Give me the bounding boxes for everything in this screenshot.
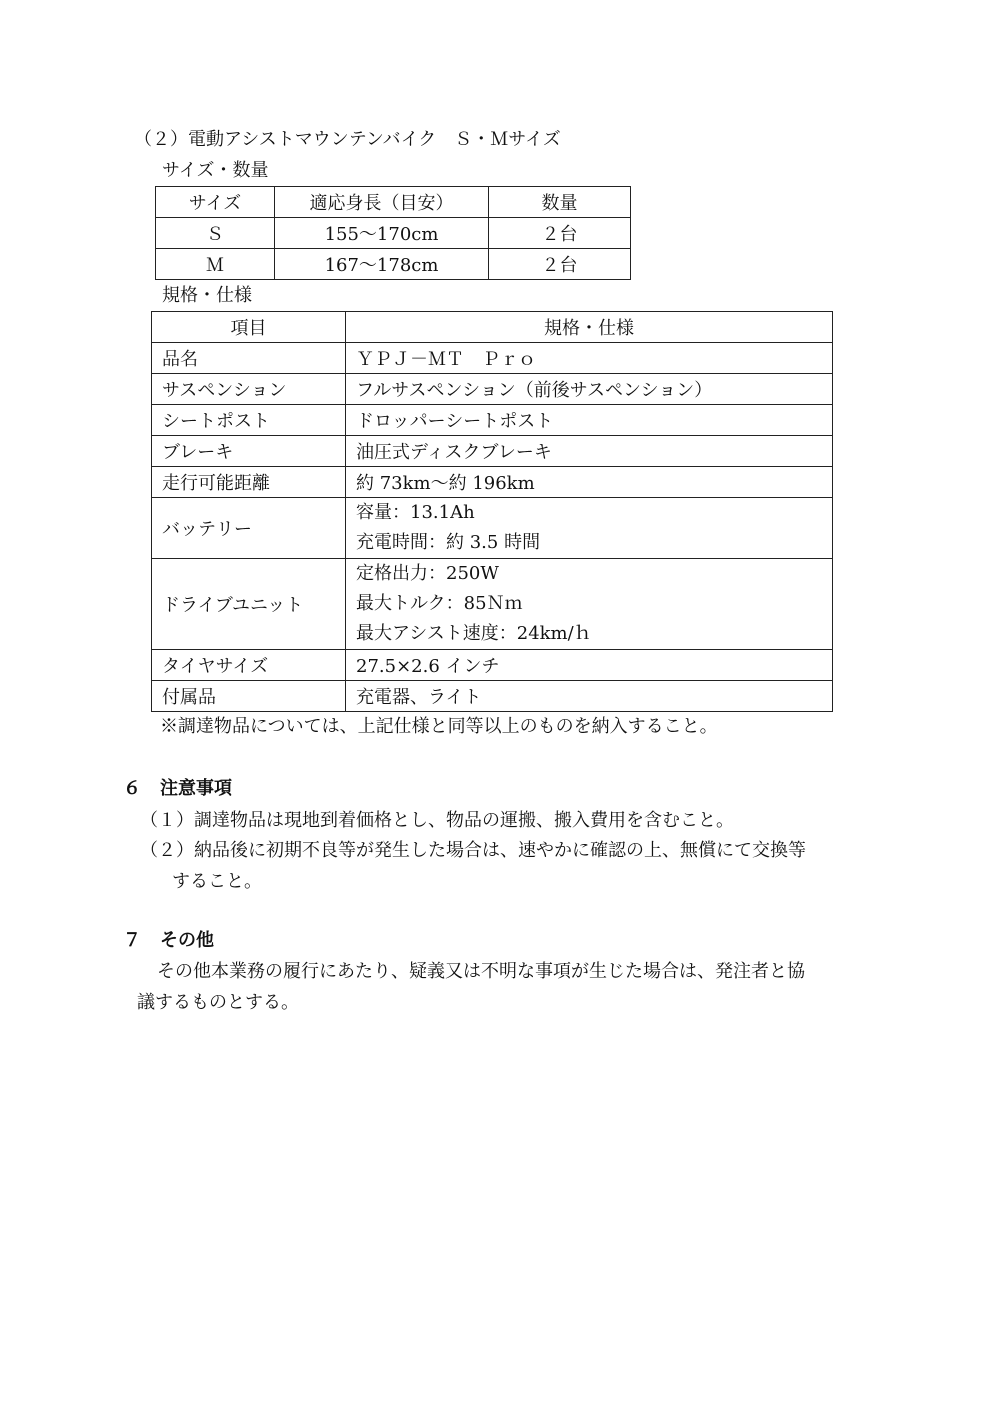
- section7-title: その他: [160, 930, 214, 951]
- section6-item-2: （２）納品後に初期不良等が発生した場合は、速やかに確認の上、無償にて交換等: [140, 840, 806, 861]
- spec-header-spec: 規格・仕様: [346, 312, 833, 343]
- spec-value-cell: ドロッパーシートポスト: [346, 405, 833, 436]
- size-table-header-row: [156, 187, 631, 218]
- spec-value-line: 最大アシスト速度：24km/ｈ: [356, 623, 592, 644]
- size-header-qty: 数量: [489, 187, 631, 218]
- spec-item-cell: サスペンション: [152, 374, 346, 405]
- table-row: [152, 681, 833, 712]
- spec-note: ※調達物品については、上記仕様と同等以上のものを納入すること。: [160, 716, 718, 737]
- table-row: [156, 249, 631, 280]
- size-header-size: サイズ: [156, 187, 275, 218]
- spec-item-cell: ドライブユニット: [152, 559, 346, 650]
- spec-value-cell: 27.5×2.6 インチ: [346, 650, 833, 681]
- spec-value-line: 定格出力：250W: [356, 563, 499, 584]
- table-row: [152, 343, 833, 374]
- section6-item-2-cont: すること。: [172, 871, 262, 892]
- spec-header-item: 項目: [152, 312, 346, 343]
- spec-item-cell: バッテリー: [152, 498, 346, 559]
- spec-value-cell: 充電器、ライト: [346, 681, 833, 712]
- spec-item-cell: 走行可能距離: [152, 467, 346, 498]
- spec-item-cell: シートポスト: [152, 405, 346, 436]
- spec-table-header-row: [152, 312, 833, 343]
- spec-value-cell: 油圧式ディスクブレーキ: [346, 436, 833, 467]
- spec-table: [151, 311, 833, 712]
- size-table: [155, 186, 631, 280]
- table-row: [156, 218, 631, 249]
- height-cell: 167〜178cm: [275, 249, 489, 280]
- spec-value-cell: [346, 559, 833, 650]
- table-row: [152, 559, 833, 650]
- spec-value-cell: フルサスペンション（前後サスペンション）: [346, 374, 833, 405]
- spec-value-cell: [346, 498, 833, 559]
- spec-item-cell: ブレーキ: [152, 436, 346, 467]
- spec-item-cell: 付属品: [152, 681, 346, 712]
- table-row: [152, 467, 833, 498]
- table-row: [152, 436, 833, 467]
- spec-item-cell: 品名: [152, 343, 346, 374]
- size-cell: Ｓ: [156, 218, 275, 249]
- table-row: [152, 650, 833, 681]
- spec-value-cell: 約 73km〜約 196km: [346, 467, 833, 498]
- section6-item-1: （１）調達物品は現地到着価格とし、物品の運搬、搬入費用を含むこと。: [140, 810, 734, 831]
- size-heading: サイズ・数量: [162, 160, 269, 181]
- section7-body-line-2: 議するものとする。: [137, 992, 299, 1013]
- table-row: [152, 498, 833, 559]
- size-header-height: 適応身長（目安）: [275, 187, 489, 218]
- spec-value-line: 最大トルク：85Ｎｍ: [356, 593, 523, 614]
- height-cell: 155〜170cm: [275, 218, 489, 249]
- spec-heading: 規格・仕様: [162, 285, 252, 306]
- section-title: （２）電動アシストマウンテンバイク Ｓ・Ｍサイズ: [134, 129, 561, 150]
- spec-value-cell: ＹＰＪ－ＭＴ Ｐｒｏ: [346, 343, 833, 374]
- spec-value-line: 容量：13.1Ah: [356, 502, 475, 523]
- section6-title: 注意事項: [160, 778, 232, 799]
- size-cell: Ｍ: [156, 249, 275, 280]
- table-row: [152, 374, 833, 405]
- section6-number: ６: [123, 778, 141, 799]
- spec-item-cell: タイヤサイズ: [152, 650, 346, 681]
- qty-cell: ２台: [489, 249, 631, 280]
- qty-cell: ２台: [489, 218, 631, 249]
- table-row: [152, 405, 833, 436]
- section7-number: ７: [123, 930, 141, 951]
- section7-body-line-1: その他本業務の履行にあたり、疑義又は不明な事項が生じた場合は、発注者と協: [157, 961, 805, 982]
- spec-value-line: 充電時間：約 3.5 時間: [356, 532, 541, 553]
